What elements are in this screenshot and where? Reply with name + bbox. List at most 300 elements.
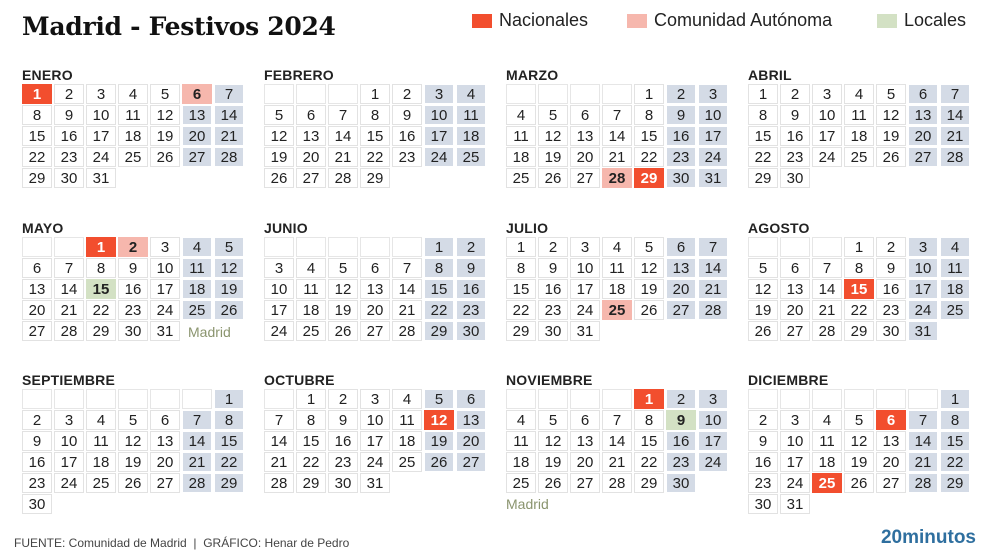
empty-day-cell — [264, 389, 294, 409]
day-cell: 14 — [264, 431, 294, 451]
empty-day-cell — [54, 237, 84, 257]
brand-logo: 20minutos — [880, 527, 976, 548]
day-cell: 9 — [456, 258, 486, 278]
day-cell: 20 — [182, 126, 212, 146]
day-cell: 7 — [602, 410, 632, 430]
day-cell: 6 — [22, 258, 52, 278]
empty-day-cell — [328, 84, 358, 104]
day-cell: 11 — [296, 279, 326, 299]
day-cell: 13 — [876, 431, 906, 451]
day-cell: 23 — [118, 300, 148, 320]
empty-day-cell — [570, 389, 600, 409]
day-cell: 14 — [182, 431, 212, 451]
day-cell: 25 — [456, 147, 486, 167]
day-cell: 14 — [698, 258, 728, 278]
day-cell: 25 — [506, 473, 536, 493]
day-cell: 8 — [748, 105, 778, 125]
legend-swatch-locales — [877, 14, 897, 28]
day-cell: 27 — [666, 300, 696, 320]
empty-day-cell — [22, 389, 52, 409]
day-cell: 13 — [360, 279, 390, 299]
empty-day-cell — [812, 237, 842, 257]
day-cell: 12 — [538, 431, 568, 451]
day-cell: 10 — [812, 105, 842, 125]
empty-day-cell — [118, 389, 148, 409]
day-cell: 27 — [570, 473, 600, 493]
month-name: FEBRERO — [264, 67, 334, 83]
day-cell: 23 — [780, 147, 810, 167]
day-cell: 20 — [570, 147, 600, 167]
month-days-grid — [748, 389, 972, 513]
day-cell: 27 — [150, 473, 180, 493]
holiday-day-cell: 1 — [22, 84, 52, 104]
day-cell: 5 — [150, 84, 180, 104]
day-cell: 27 — [360, 321, 390, 341]
day-cell: 8 — [86, 258, 116, 278]
day-cell: 21 — [392, 300, 422, 320]
day-cell: 25 — [506, 168, 536, 188]
day-cell: 6 — [780, 258, 810, 278]
day-cell: 3 — [570, 237, 600, 257]
day-cell: 1 — [296, 389, 326, 409]
day-cell: 16 — [118, 279, 148, 299]
day-cell: 20 — [666, 279, 696, 299]
day-cell: 5 — [634, 237, 664, 257]
month-diciembre — [748, 371, 974, 513]
day-cell: 30 — [328, 473, 358, 493]
day-cell: 23 — [456, 300, 486, 320]
month-days-grid — [264, 237, 488, 343]
day-cell: 22 — [86, 300, 116, 320]
day-cell: 30 — [456, 321, 486, 341]
day-cell: 9 — [876, 258, 906, 278]
day-cell: 2 — [328, 389, 358, 409]
day-cell: 4 — [118, 84, 148, 104]
day-cell: 24 — [264, 321, 294, 341]
day-cell: 6 — [666, 237, 696, 257]
empty-day-cell — [328, 237, 358, 257]
day-cell: 30 — [666, 473, 696, 493]
day-cell: 22 — [214, 452, 244, 472]
day-cell: 1 — [360, 84, 390, 104]
day-cell: 8 — [634, 410, 664, 430]
day-cell: 5 — [538, 105, 568, 125]
day-cell: 28 — [264, 473, 294, 493]
day-cell: 27 — [22, 321, 52, 341]
day-cell: 16 — [328, 431, 358, 451]
legend-nacionales — [472, 10, 588, 31]
day-cell: 3 — [360, 389, 390, 409]
day-cell: 14 — [328, 126, 358, 146]
day-cell: 27 — [182, 147, 212, 167]
day-cell: 11 — [602, 258, 632, 278]
day-cell: 21 — [940, 126, 970, 146]
day-cell: 17 — [54, 452, 84, 472]
day-cell: 23 — [538, 300, 568, 320]
day-cell: 3 — [698, 389, 728, 409]
month-julio — [506, 219, 732, 343]
day-cell: 4 — [296, 258, 326, 278]
day-cell: 5 — [876, 84, 906, 104]
day-cell: 7 — [392, 258, 422, 278]
day-cell: 28 — [328, 168, 358, 188]
day-cell: 7 — [908, 410, 938, 430]
day-cell: 22 — [22, 147, 52, 167]
day-cell: 12 — [876, 105, 906, 125]
day-cell: 15 — [360, 126, 390, 146]
day-cell: 19 — [424, 431, 454, 451]
day-cell: 21 — [908, 452, 938, 472]
legend-swatch-comunidad — [627, 14, 647, 28]
day-cell: 8 — [634, 105, 664, 125]
month-name: OCTUBRE — [264, 372, 335, 388]
day-cell: 19 — [150, 126, 180, 146]
day-cell: 29 — [940, 473, 970, 493]
day-cell: 19 — [634, 279, 664, 299]
day-cell: 5 — [214, 237, 244, 257]
day-cell: 16 — [748, 452, 778, 472]
day-cell: 12 — [844, 431, 874, 451]
day-cell: 25 — [86, 473, 116, 493]
day-cell: 8 — [424, 258, 454, 278]
day-cell: 8 — [214, 410, 244, 430]
day-cell: 24 — [86, 147, 116, 167]
day-cell: 4 — [602, 237, 632, 257]
day-cell: 26 — [876, 147, 906, 167]
day-cell: 18 — [812, 452, 842, 472]
day-cell: 15 — [940, 431, 970, 451]
day-cell: 22 — [940, 452, 970, 472]
empty-day-cell — [150, 389, 180, 409]
day-cell: 2 — [666, 389, 696, 409]
day-cell: 23 — [328, 452, 358, 472]
day-cell: 13 — [182, 105, 212, 125]
day-cell: 2 — [392, 84, 422, 104]
day-cell: 5 — [264, 105, 294, 125]
holiday-day-cell: 1 — [634, 389, 664, 409]
day-cell: 21 — [698, 279, 728, 299]
day-cell: 4 — [86, 410, 116, 430]
day-cell: 28 — [182, 473, 212, 493]
day-cell: 3 — [424, 84, 454, 104]
day-cell: 20 — [150, 452, 180, 472]
day-cell: 29 — [214, 473, 244, 493]
day-cell: 6 — [150, 410, 180, 430]
day-cell: 2 — [666, 84, 696, 104]
day-cell: 21 — [602, 147, 632, 167]
empty-day-cell — [812, 389, 842, 409]
day-cell: 22 — [748, 147, 778, 167]
day-cell: 19 — [538, 452, 568, 472]
day-cell: 15 — [634, 431, 664, 451]
month-name: MARZO — [506, 67, 559, 83]
day-cell: 26 — [150, 147, 180, 167]
day-cell: 16 — [876, 279, 906, 299]
day-cell: 17 — [360, 431, 390, 451]
day-cell: 4 — [844, 84, 874, 104]
holiday-day-cell: 2 — [118, 237, 148, 257]
day-cell: 25 — [182, 300, 212, 320]
month-name: AGOSTO — [748, 220, 810, 236]
day-cell: 30 — [876, 321, 906, 341]
day-cell: 17 — [780, 452, 810, 472]
day-cell: 4 — [182, 237, 212, 257]
day-cell: 8 — [506, 258, 536, 278]
day-cell: 19 — [748, 300, 778, 320]
month-name: NOVIEMBRE — [506, 372, 593, 388]
month-days-grid — [22, 84, 246, 190]
day-cell: 11 — [506, 126, 536, 146]
day-cell: 7 — [812, 258, 842, 278]
legend-swatch-nacionales — [472, 14, 492, 28]
day-cell: 2 — [22, 410, 52, 430]
empty-day-cell — [360, 237, 390, 257]
day-cell: 20 — [456, 431, 486, 451]
local-holiday-note: Madrid — [188, 324, 231, 340]
empty-day-cell — [22, 237, 52, 257]
empty-day-cell — [392, 237, 422, 257]
day-cell: 8 — [844, 258, 874, 278]
day-cell: 16 — [666, 126, 696, 146]
day-cell: 29 — [360, 168, 390, 188]
day-cell: 22 — [424, 300, 454, 320]
day-cell: 24 — [150, 300, 180, 320]
day-cell: 28 — [54, 321, 84, 341]
day-cell: 9 — [392, 105, 422, 125]
month-days-grid — [748, 237, 972, 343]
day-cell: 9 — [748, 431, 778, 451]
day-cell: 24 — [698, 147, 728, 167]
day-cell: 5 — [118, 410, 148, 430]
month-agosto — [748, 219, 974, 343]
day-cell: 2 — [780, 84, 810, 104]
month-days-grid — [506, 84, 730, 190]
month-name: JULIO — [506, 220, 549, 236]
month-name: ABRIL — [748, 67, 792, 83]
month-junio — [264, 219, 490, 343]
day-cell: 14 — [54, 279, 84, 299]
legend-comunidad — [627, 10, 832, 31]
day-cell: 2 — [538, 237, 568, 257]
day-cell: 26 — [538, 473, 568, 493]
day-cell: 19 — [214, 279, 244, 299]
day-cell: 10 — [360, 410, 390, 430]
day-cell: 23 — [392, 147, 422, 167]
day-cell: 1 — [214, 389, 244, 409]
day-cell: 23 — [666, 452, 696, 472]
day-cell: 12 — [264, 126, 294, 146]
day-cell: 22 — [360, 147, 390, 167]
day-cell: 15 — [22, 126, 52, 146]
day-cell: 14 — [392, 279, 422, 299]
month-days-grid — [506, 389, 730, 512]
empty-day-cell — [748, 237, 778, 257]
empty-day-cell — [86, 389, 116, 409]
day-cell: 7 — [328, 105, 358, 125]
month-octubre — [264, 371, 490, 495]
day-cell: 11 — [940, 258, 970, 278]
day-cell: 2 — [748, 410, 778, 430]
day-cell: 10 — [424, 105, 454, 125]
local-holiday-note: Madrid — [506, 496, 549, 512]
day-cell: 28 — [908, 473, 938, 493]
day-cell: 18 — [940, 279, 970, 299]
day-cell: 11 — [182, 258, 212, 278]
empty-day-cell — [264, 84, 294, 104]
empty-day-cell — [602, 389, 632, 409]
day-cell: 20 — [570, 452, 600, 472]
day-cell: 16 — [666, 431, 696, 451]
day-cell: 18 — [456, 126, 486, 146]
day-cell: 21 — [812, 300, 842, 320]
legend-locales — [877, 10, 966, 31]
day-cell: 21 — [264, 452, 294, 472]
day-cell: 1 — [424, 237, 454, 257]
day-cell: 5 — [328, 258, 358, 278]
day-cell: 19 — [876, 126, 906, 146]
day-cell: 15 — [748, 126, 778, 146]
day-cell: 30 — [22, 494, 52, 514]
day-cell: 8 — [940, 410, 970, 430]
day-cell: 1 — [748, 84, 778, 104]
day-cell: 16 — [54, 126, 84, 146]
day-cell: 5 — [424, 389, 454, 409]
holiday-day-cell: 28 — [602, 168, 632, 188]
day-cell: 6 — [296, 105, 326, 125]
day-cell: 25 — [296, 321, 326, 341]
day-cell: 15 — [424, 279, 454, 299]
day-cell: 6 — [456, 389, 486, 409]
day-cell: 23 — [666, 147, 696, 167]
day-cell: 29 — [86, 321, 116, 341]
day-cell: 20 — [876, 452, 906, 472]
day-cell: 27 — [456, 452, 486, 472]
day-cell: 9 — [328, 410, 358, 430]
day-cell: 30 — [118, 321, 148, 341]
day-cell: 4 — [456, 84, 486, 104]
day-cell: 5 — [748, 258, 778, 278]
holiday-day-cell: 6 — [182, 84, 212, 104]
day-cell: 11 — [812, 431, 842, 451]
day-cell: 31 — [86, 168, 116, 188]
day-cell: 6 — [908, 84, 938, 104]
day-cell: 24 — [780, 473, 810, 493]
day-cell: 7 — [54, 258, 84, 278]
day-cell: 7 — [264, 410, 294, 430]
day-cell: 2 — [876, 237, 906, 257]
day-cell: 30 — [538, 321, 568, 341]
day-cell: 26 — [844, 473, 874, 493]
day-cell: 8 — [22, 105, 52, 125]
day-cell: 18 — [392, 431, 422, 451]
empty-day-cell — [54, 389, 84, 409]
day-cell: 7 — [940, 84, 970, 104]
day-cell: 3 — [264, 258, 294, 278]
day-cell: 11 — [456, 105, 486, 125]
day-cell: 16 — [538, 279, 568, 299]
day-cell: 18 — [182, 279, 212, 299]
holiday-day-cell: 6 — [876, 410, 906, 430]
day-cell: 28 — [392, 321, 422, 341]
day-cell: 24 — [424, 147, 454, 167]
day-cell: 22 — [844, 300, 874, 320]
day-cell: 11 — [118, 105, 148, 125]
day-cell: 16 — [392, 126, 422, 146]
day-cell: 9 — [54, 105, 84, 125]
day-cell: 28 — [698, 300, 728, 320]
day-cell: 1 — [506, 237, 536, 257]
day-cell: 22 — [506, 300, 536, 320]
day-cell: 20 — [908, 126, 938, 146]
page-title: Madrid - Festivos 2024 — [22, 12, 336, 41]
day-cell: 3 — [698, 84, 728, 104]
day-cell: 21 — [328, 147, 358, 167]
day-cell: 3 — [812, 84, 842, 104]
day-cell: 26 — [118, 473, 148, 493]
day-cell: 24 — [698, 452, 728, 472]
day-cell: 14 — [812, 279, 842, 299]
day-cell: 2 — [456, 237, 486, 257]
month-days-grid — [506, 237, 730, 343]
day-cell: 13 — [780, 279, 810, 299]
day-cell: 10 — [264, 279, 294, 299]
day-cell: 9 — [22, 431, 52, 451]
day-cell: 3 — [86, 84, 116, 104]
day-cell: 26 — [748, 321, 778, 341]
day-cell: 21 — [602, 452, 632, 472]
holiday-day-cell: 29 — [634, 168, 664, 188]
month-enero — [22, 66, 248, 190]
legend-label: Comunidad Autónoma — [654, 10, 833, 30]
day-cell: 14 — [602, 431, 632, 451]
day-cell: 23 — [54, 147, 84, 167]
holiday-day-cell: 12 — [424, 410, 454, 430]
month-name: ENERO — [22, 67, 73, 83]
day-cell: 17 — [698, 126, 728, 146]
day-cell: 20 — [780, 300, 810, 320]
day-cell: 29 — [296, 473, 326, 493]
day-cell: 15 — [214, 431, 244, 451]
day-cell: 8 — [296, 410, 326, 430]
day-cell: 17 — [424, 126, 454, 146]
day-cell: 4 — [392, 389, 422, 409]
day-cell: 31 — [360, 473, 390, 493]
day-cell: 24 — [570, 300, 600, 320]
month-name: MAYO — [22, 220, 64, 236]
empty-day-cell — [296, 84, 326, 104]
day-cell: 17 — [812, 126, 842, 146]
day-cell: 13 — [296, 126, 326, 146]
day-cell: 16 — [456, 279, 486, 299]
day-cell: 30 — [780, 168, 810, 188]
day-cell: 28 — [812, 321, 842, 341]
holiday-day-cell: 25 — [602, 300, 632, 320]
day-cell: 29 — [506, 321, 536, 341]
day-cell: 27 — [876, 473, 906, 493]
day-cell: 31 — [570, 321, 600, 341]
day-cell: 10 — [780, 431, 810, 451]
day-cell: 20 — [296, 147, 326, 167]
day-cell: 26 — [424, 452, 454, 472]
day-cell: 11 — [86, 431, 116, 451]
day-cell: 13 — [908, 105, 938, 125]
empty-day-cell — [876, 389, 906, 409]
month-septiembre — [22, 371, 248, 513]
day-cell: 19 — [844, 452, 874, 472]
day-cell: 29 — [22, 168, 52, 188]
day-cell: 1 — [844, 237, 874, 257]
day-cell: 13 — [150, 431, 180, 451]
